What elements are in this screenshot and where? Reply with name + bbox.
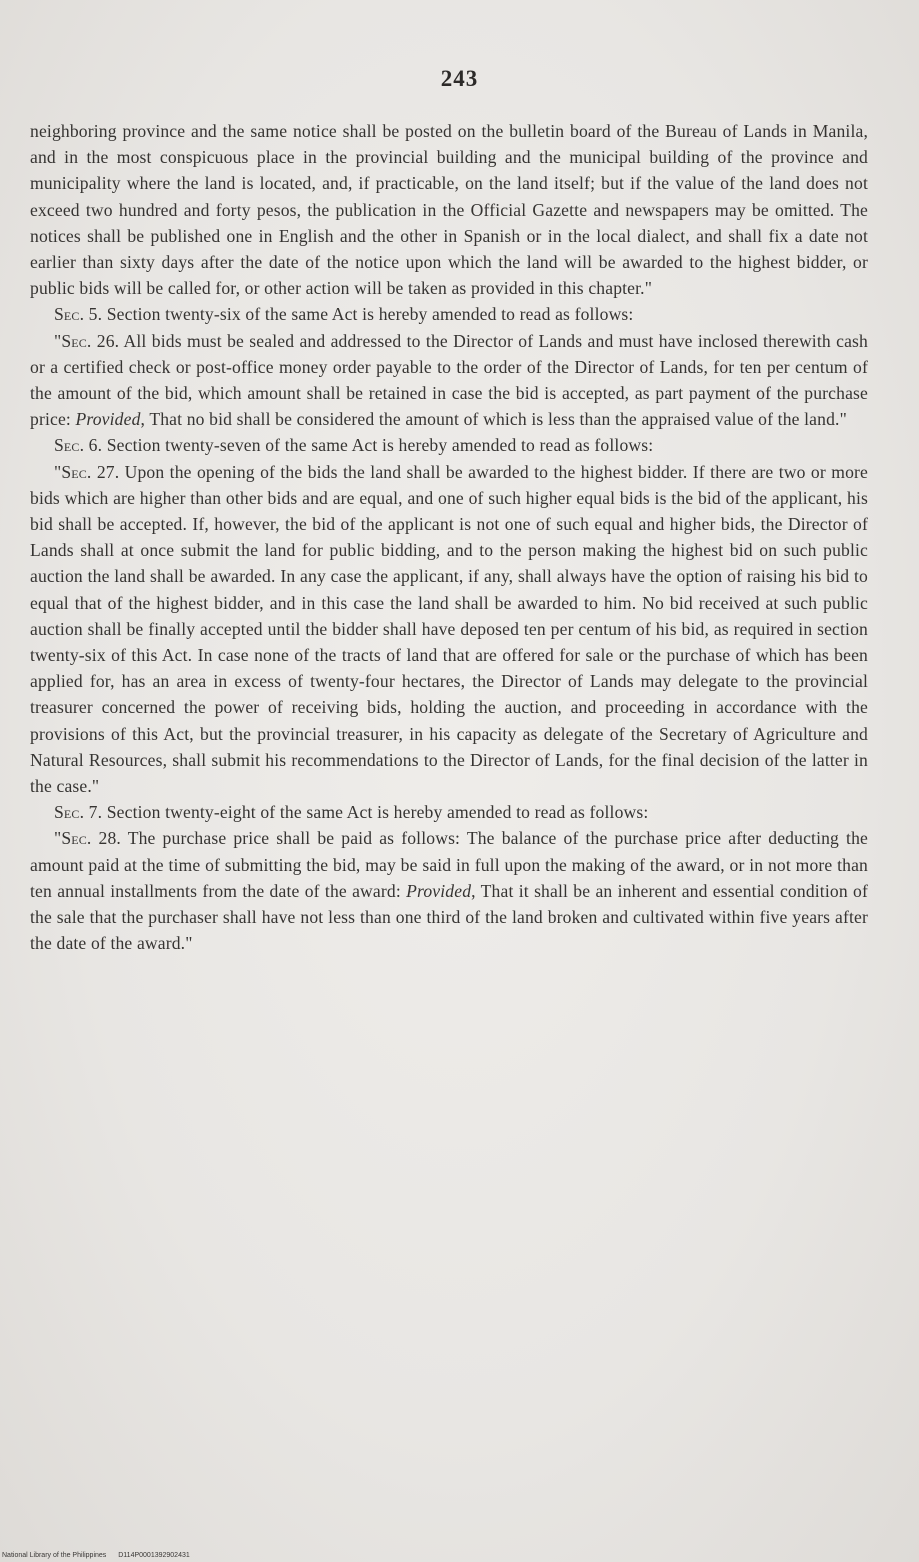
section-label: Sec xyxy=(61,828,87,849)
text-run: " xyxy=(54,330,62,351)
document-body xyxy=(30,118,868,957)
text-run: " xyxy=(54,461,62,482)
text-run: . 26. All bids must be sealed and addressed to the Director of Lands and must have inclosed therewith cash or a certified check or post-office money order payable to the order of the Director of Lands, for ten per centum of the amount of the bid, which amount shall be retained in case the bid is accepted, as part payment of the purchase price: xyxy=(30,330,868,430)
paragraph-p4 xyxy=(30,432,868,458)
proviso-emphasis: Provided xyxy=(406,880,472,901)
paragraph-p3 xyxy=(30,328,868,433)
text-run: neighboring province and the same notice shall be posted on the bulletin board of the Bureau of Lands in Manila, and in the most conspicuous place in the provincial building and the municipal building of the province and municipality where the land is located, and, if practicable, on the land itself; but if the value of the land does not exceed two hundred and forty pesos, the publication in the Official Gazette and newspapers may be omitted. The notices shall be published one in English and the other in Spanish or in the local dialect, and shall fix a date not earlier than sixty days after the date of the notice upon which the land will be awarded to the highest bidder, or public bids will be called for, or other action will be taken as provided in this chapter." xyxy=(30,121,868,299)
paragraph-p5 xyxy=(30,459,868,800)
text-run: . 7. Section twenty-eight of the same Act is hereby amended to read as follows: xyxy=(79,802,649,823)
scan-footer xyxy=(2,1552,200,1559)
section-label: Sec xyxy=(54,435,80,456)
page-number: 243 xyxy=(440,66,479,91)
footer-library: National Library of the Philippines xyxy=(2,1552,107,1559)
text-run: , That it shall be an inherent and essential condition of the sale that the purchaser shall have not less than one third of the land broken and cultivated within five years after the date of the award." xyxy=(30,880,868,954)
section-label: Sec xyxy=(54,304,80,325)
footer-code: D114P0001392902431 xyxy=(118,1552,190,1559)
section-label: Sec xyxy=(61,330,87,351)
text-run: . 28. The purchase price shall be paid as follows: The balance of the purchase price after deducting the amount paid at the time of submitting the bid, may be said in full upon the making of the award, or in not more than ten annual installments from the date of the award: xyxy=(30,828,868,901)
section-label: Sec xyxy=(54,802,80,823)
text-run: . 5. Section twenty-six of the same Act is hereby amended to read as follows: xyxy=(79,304,634,325)
paragraph-p7 xyxy=(30,825,868,956)
text-run: . 6. Section twenty-seven of the same Act is hereby amended to read as follows: xyxy=(79,435,654,456)
text-run: , That no bid shall be considered the amount of which is less than the appraised value of the land." xyxy=(140,409,847,430)
paragraph-p1 xyxy=(30,118,868,301)
section-label: Sec xyxy=(61,461,87,482)
proviso-emphasis: Provided xyxy=(75,409,141,430)
text-run: . 27. Upon the opening of the bids the land shall be awarded to the highest bidder. If there are two or more bids which are higher than other bids and are equal, and one of such higher equal bids is the bid of the applicant, his bid shall be accepted. If, however, the bid of the applicant is not one of such equal and higher bids, the Director of Lands shall at once submit the land for public bidding, and to the person making the highest bid on such public auction the land shall be awarded. In any case the applicant, if any, shall always have the option of raising his bid to equal that of the highest bidder, and in this case the land shall be awarded to him. No bid received at such public auction shall be finally accepted until the bidder shall have deposed ten per centum of his bid, as required in section twenty-six of this Act. In case none of the tracts of land that are offered for sale or the purchase of which has been applied for, has an area in excess of twenty-four hectares, the Director of Lands may delegate to the provincial treasurer concerned the power of receiving bids, holding the auction, and proceeding in accordance with the provisions of this Act, but the provincial treasurer, in his capacity as delegate of the Secretary of Agriculture and Natural Resources, shall submit his recommendations to the Director of Lands, for the final decision of the latter in the case." xyxy=(30,461,868,797)
paragraph-p2 xyxy=(30,301,868,327)
text-run: " xyxy=(54,828,62,849)
paragraph-p6 xyxy=(30,799,868,825)
